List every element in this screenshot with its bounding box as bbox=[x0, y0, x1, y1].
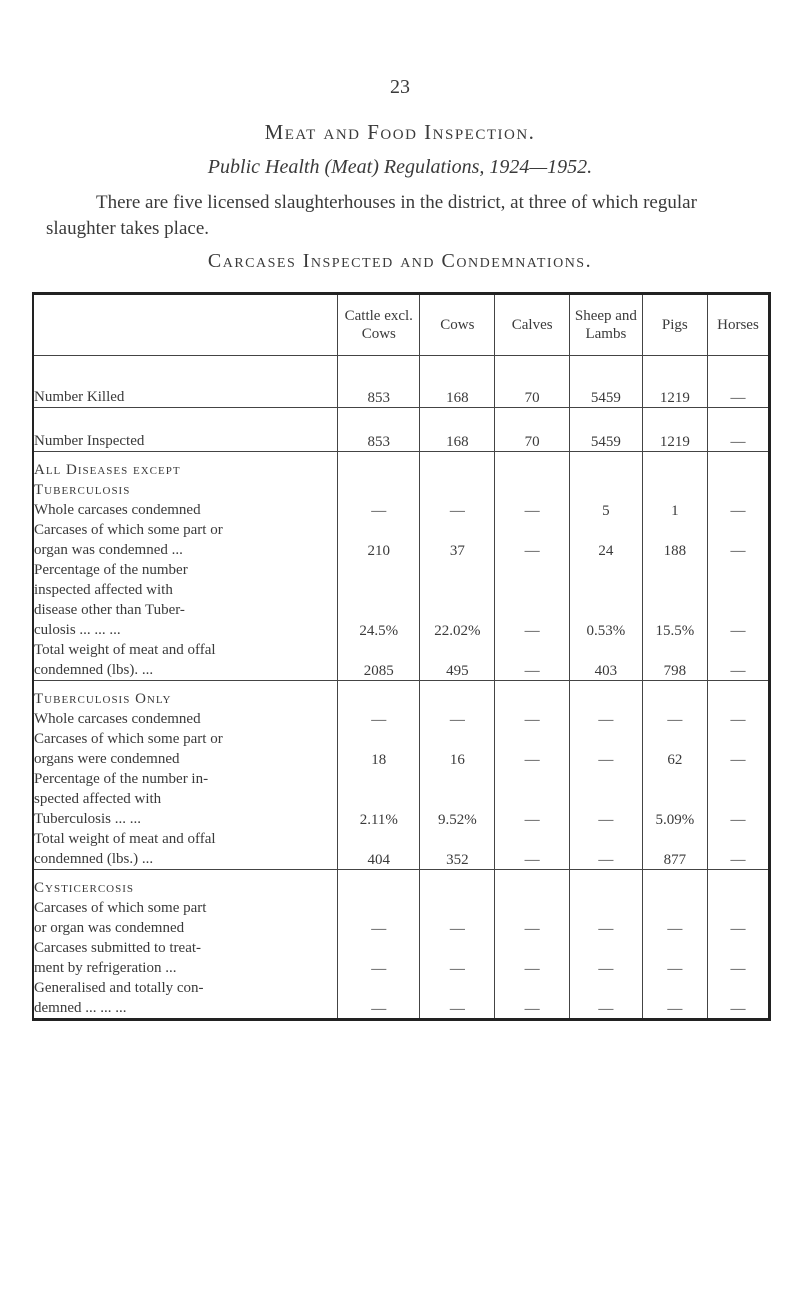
cell: 168 bbox=[420, 356, 495, 408]
table-row bbox=[33, 769, 770, 829]
cell: — bbox=[707, 640, 769, 681]
cell: 9.52% bbox=[420, 769, 495, 829]
row-label: Carcases of which some part or bbox=[34, 522, 223, 538]
cell: — bbox=[338, 870, 420, 939]
row-label: Whole carcases condemned bbox=[34, 711, 201, 727]
row-label: Total weight of meat and offal bbox=[34, 831, 216, 847]
row-label: organs were condemned bbox=[34, 751, 180, 767]
cell: — bbox=[570, 978, 643, 1020]
cell: 5 bbox=[570, 452, 643, 521]
table-row bbox=[33, 452, 770, 521]
row-label: spected affected with bbox=[34, 791, 162, 807]
cell: 37 bbox=[420, 520, 495, 560]
table-row bbox=[33, 978, 770, 1020]
cell: — bbox=[420, 681, 495, 730]
cell: — bbox=[707, 769, 769, 829]
row-label: Carcases of which some part bbox=[34, 900, 207, 916]
cell: 188 bbox=[642, 520, 707, 560]
section-heading: Tuberculosis Only bbox=[34, 691, 172, 707]
section-heading: All Diseases except bbox=[34, 462, 181, 478]
cell: — bbox=[495, 769, 570, 829]
page-subtitle: Public Health (Meat) Regulations, 1924—1952. bbox=[207, 156, 593, 178]
cell: — bbox=[570, 729, 643, 769]
row-label: Number Killed bbox=[34, 389, 125, 405]
row-label: ment by refrigeration ... bbox=[34, 960, 177, 976]
cell: — bbox=[707, 729, 769, 769]
cell: 16 bbox=[420, 729, 495, 769]
row-label: Generalised and totally con- bbox=[34, 980, 204, 996]
cell: 877 bbox=[642, 829, 707, 870]
table-row bbox=[33, 829, 770, 870]
table-row bbox=[33, 681, 770, 730]
cell: — bbox=[707, 829, 769, 870]
cell: 1219 bbox=[642, 408, 707, 452]
cell: 5459 bbox=[570, 408, 643, 452]
cell: — bbox=[495, 870, 570, 939]
row-label: Total weight of meat and offal bbox=[34, 642, 216, 658]
cell: 168 bbox=[420, 408, 495, 452]
header-horses: Horses bbox=[707, 294, 769, 356]
header-cows: Cows bbox=[420, 294, 495, 356]
cell: — bbox=[420, 978, 495, 1020]
cell: — bbox=[707, 356, 769, 408]
row-label: culosis ... ... ... bbox=[34, 622, 121, 638]
cell: 2.11% bbox=[338, 769, 420, 829]
row-label: organ was condemned ... bbox=[34, 542, 183, 558]
row-label: Tuberculosis ... ... bbox=[34, 811, 141, 827]
cell: — bbox=[570, 681, 643, 730]
section-all-diseases bbox=[33, 452, 770, 681]
cell: — bbox=[495, 978, 570, 1020]
cell: 853 bbox=[338, 356, 420, 408]
row-number-killed bbox=[33, 356, 770, 408]
cell: — bbox=[642, 938, 707, 978]
cell: — bbox=[570, 769, 643, 829]
row-number-inspected bbox=[33, 408, 770, 452]
row-label: Number Inspected bbox=[34, 433, 145, 449]
cell: — bbox=[642, 978, 707, 1020]
cell: 15.5% bbox=[642, 560, 707, 640]
cell: — bbox=[495, 520, 570, 560]
row-label: inspected affected with bbox=[34, 582, 173, 598]
section-heading: Tuberculosis bbox=[34, 482, 131, 498]
cell: 62 bbox=[642, 729, 707, 769]
cell: 22.02% bbox=[420, 560, 495, 640]
section-tuberculosis-only bbox=[33, 681, 770, 870]
row-label: disease other than Tuber- bbox=[34, 602, 185, 618]
table-row bbox=[33, 870, 770, 939]
row-label: demned ... ... ... bbox=[34, 1000, 127, 1016]
cell: 0.53% bbox=[570, 560, 643, 640]
cell: — bbox=[707, 560, 769, 640]
cell: 853 bbox=[338, 408, 420, 452]
table-row bbox=[33, 938, 770, 978]
cell: — bbox=[570, 829, 643, 870]
cell: 1219 bbox=[642, 356, 707, 408]
section-title: Carcases Inspected and Condemnations. bbox=[207, 250, 593, 272]
cell: — bbox=[495, 640, 570, 681]
header-pigs: Pigs bbox=[642, 294, 707, 356]
cell: 5459 bbox=[570, 356, 643, 408]
row-label: Carcases submitted to treat- bbox=[34, 940, 202, 956]
table-row bbox=[33, 729, 770, 769]
cell: — bbox=[338, 452, 420, 521]
cell: 210 bbox=[338, 520, 420, 560]
cell: — bbox=[495, 829, 570, 870]
header-blank bbox=[33, 294, 338, 356]
table-row bbox=[33, 640, 770, 681]
row-label: Percentage of the number bbox=[34, 562, 188, 578]
cell: 24 bbox=[570, 520, 643, 560]
cell: — bbox=[707, 408, 769, 452]
cell: — bbox=[570, 938, 643, 978]
intro-paragraph: There are five licensed slaughterhouses in the district, at three of which regular slaughter takes place. bbox=[46, 192, 697, 239]
carcases-table bbox=[32, 292, 771, 1021]
cell: — bbox=[707, 681, 769, 730]
header-cattle: Cattle excl. Cows bbox=[338, 294, 420, 356]
cell: 352 bbox=[420, 829, 495, 870]
cell: — bbox=[707, 870, 769, 939]
cell: 70 bbox=[495, 408, 570, 452]
cell: 18 bbox=[338, 729, 420, 769]
cell: — bbox=[707, 452, 769, 521]
cell: — bbox=[570, 870, 643, 939]
cell: — bbox=[495, 938, 570, 978]
row-label: Whole carcases condemned bbox=[34, 502, 201, 518]
row-label: Carcases of which some part or bbox=[34, 731, 223, 747]
cell: — bbox=[707, 938, 769, 978]
row-label: condemned (lbs). ... bbox=[34, 662, 154, 678]
table-row bbox=[33, 560, 770, 640]
cell: 495 bbox=[420, 640, 495, 681]
page-title: Meat and Food Inspection. bbox=[264, 120, 536, 144]
cell: — bbox=[495, 729, 570, 769]
row-label: Percentage of the number in- bbox=[34, 771, 209, 787]
cell: — bbox=[338, 938, 420, 978]
cell: — bbox=[420, 870, 495, 939]
cell: 403 bbox=[570, 640, 643, 681]
row-label: or organ was condemned bbox=[34, 920, 185, 936]
section-heading: Cysticercosis bbox=[34, 880, 135, 896]
page-number: 23 bbox=[390, 76, 410, 98]
cell: — bbox=[495, 681, 570, 730]
cell: 24.5% bbox=[338, 560, 420, 640]
table-row bbox=[33, 520, 770, 560]
header-sheep: Sheep and Lambs bbox=[570, 294, 643, 356]
cell: — bbox=[707, 520, 769, 560]
cell: 798 bbox=[642, 640, 707, 681]
cell: — bbox=[420, 452, 495, 521]
row-label: condemned (lbs.) ... bbox=[34, 851, 154, 867]
cell: — bbox=[338, 681, 420, 730]
cell: 2085 bbox=[338, 640, 420, 681]
cell: 1 bbox=[642, 452, 707, 521]
cell: — bbox=[642, 870, 707, 939]
cell: — bbox=[642, 681, 707, 730]
cell: — bbox=[338, 978, 420, 1020]
header-calves: Calves bbox=[495, 294, 570, 356]
cell: — bbox=[495, 452, 570, 521]
cell: 404 bbox=[338, 829, 420, 870]
cell: — bbox=[420, 938, 495, 978]
cell: — bbox=[707, 978, 769, 1020]
table-header-row bbox=[33, 294, 770, 356]
cell: — bbox=[495, 560, 570, 640]
cell: 5.09% bbox=[642, 769, 707, 829]
section-cysticercosis bbox=[33, 870, 770, 1020]
cell: 70 bbox=[495, 356, 570, 408]
